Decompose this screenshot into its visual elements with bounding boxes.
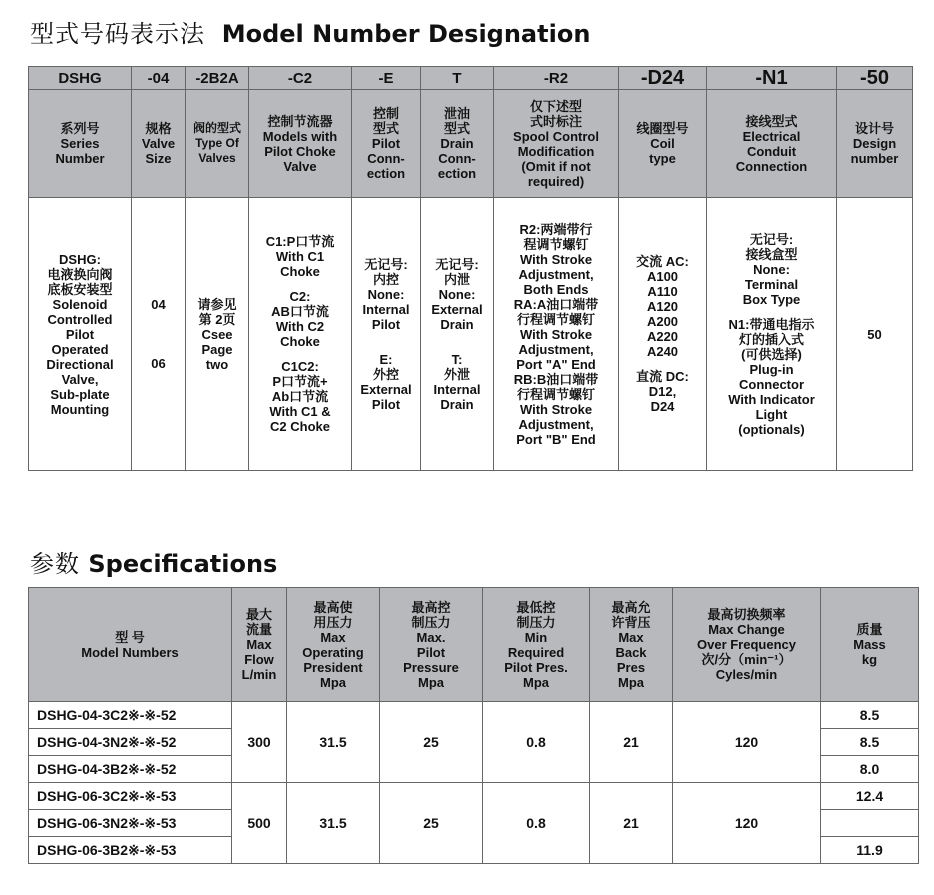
cell-line: With Stroke bbox=[519, 401, 593, 417]
cell-line: 直流 DC: bbox=[636, 369, 689, 384]
code-cell: -R2 bbox=[494, 67, 619, 90]
cell-line: Adjustment, bbox=[518, 266, 594, 282]
spec-title-cn: 参数 bbox=[30, 550, 80, 578]
spool-cell bbox=[494, 198, 619, 471]
cell-line: 接线盒型 bbox=[745, 246, 798, 262]
cell-line: 控制 bbox=[372, 106, 399, 121]
cell-line: 制压力 bbox=[516, 614, 556, 630]
cell-line: 泄油 bbox=[443, 106, 470, 121]
cell-line: Spool Control bbox=[513, 128, 599, 144]
flow-value: 300 bbox=[232, 702, 287, 783]
pilot-min-value: 0.8 bbox=[483, 702, 590, 783]
header-cell bbox=[352, 90, 421, 198]
cell-line: 式时标注 bbox=[529, 113, 582, 129]
code-cell: -D24 bbox=[619, 67, 707, 90]
cell-line: Number bbox=[55, 151, 105, 166]
cell-line: Max bbox=[320, 629, 346, 645]
cell-line: A100 bbox=[646, 269, 679, 284]
spec-header-cell bbox=[483, 588, 590, 702]
codes-row bbox=[29, 67, 913, 90]
conduit-cell bbox=[707, 198, 837, 471]
cell-line: Csee bbox=[201, 326, 233, 342]
cell-line: Model Numbers bbox=[81, 644, 179, 660]
cell-line: 请参见 bbox=[197, 296, 237, 312]
cell-line: RB:B油口端带 bbox=[513, 371, 599, 387]
model-number: DSHG-04-3B2※-※-52 bbox=[29, 756, 232, 783]
cell-line: Operating bbox=[302, 644, 364, 660]
cell-line: 质量 bbox=[856, 622, 883, 637]
cell-line: Flow bbox=[244, 652, 274, 667]
spec-title-en: Specifications bbox=[88, 550, 278, 578]
cell-line: Mpa bbox=[618, 674, 644, 690]
operating-pressure-value: 31.5 bbox=[287, 702, 380, 783]
cell-line: 许背压 bbox=[611, 614, 651, 630]
table-row bbox=[29, 783, 919, 810]
cell-line: Internal bbox=[362, 301, 410, 317]
header-row bbox=[29, 90, 913, 198]
cell-line: 交流 AC: bbox=[636, 254, 689, 269]
choke-cell bbox=[249, 198, 352, 471]
cell-line: Page bbox=[201, 341, 233, 357]
coil-cell bbox=[619, 198, 707, 471]
cell-line: N1:带通电指示 bbox=[728, 316, 815, 332]
cell-line: Valve, bbox=[61, 371, 99, 387]
spec-header-cell bbox=[232, 588, 287, 702]
cell-line: Adjustment, bbox=[518, 416, 594, 432]
cell-line: External bbox=[431, 301, 483, 317]
cell-line: 线圈型号 bbox=[636, 121, 689, 136]
code-cell: T bbox=[421, 67, 494, 90]
cell-line: 最高切换频率 bbox=[707, 607, 786, 622]
cell-line bbox=[251, 349, 349, 359]
cell-line: Choke bbox=[280, 334, 320, 349]
cell-line: Models with bbox=[262, 128, 338, 144]
mass-value: 8.5 bbox=[821, 702, 919, 729]
cell-line: Max Change bbox=[708, 622, 785, 637]
cell-line: 无记号: bbox=[435, 256, 479, 272]
frequency-value: 120 bbox=[673, 702, 821, 783]
cell-line: Pilot bbox=[416, 644, 446, 660]
cell-line: Light bbox=[755, 406, 788, 422]
cell-line: 设计号 bbox=[854, 121, 894, 136]
code-cell: DSHG bbox=[29, 67, 132, 90]
cell-line: Pilot bbox=[371, 316, 401, 332]
cell-line: kg bbox=[861, 652, 878, 667]
cell-line: 流量 bbox=[245, 622, 272, 637]
operating-pressure-value: 31.5 bbox=[287, 783, 380, 864]
cell-line bbox=[621, 359, 704, 369]
cell-line: With Stroke bbox=[519, 326, 593, 342]
cell-line bbox=[709, 307, 834, 317]
cell-line: Max. bbox=[416, 629, 446, 645]
cell-line: C1:P口节流 bbox=[265, 234, 335, 249]
cell-line: Both Ends bbox=[523, 281, 589, 297]
cell-line: 电液换向阀 bbox=[47, 266, 113, 282]
cell-line: External bbox=[360, 381, 412, 397]
cell-line: C2 Choke bbox=[270, 419, 330, 434]
cell-line: 最高使 bbox=[313, 599, 353, 615]
cell-line: Type Of bbox=[195, 136, 239, 150]
cell-line: C2: bbox=[289, 289, 311, 304]
spec-header-cell bbox=[380, 588, 483, 702]
cell-line: With C1 & bbox=[269, 404, 331, 419]
cell-line bbox=[251, 279, 349, 289]
cell-line: Directional bbox=[46, 356, 114, 372]
header-cell bbox=[421, 90, 494, 198]
cell-line: 最大 bbox=[245, 607, 272, 622]
mass-value: 12.4 bbox=[821, 783, 919, 810]
cell-line: Conduit bbox=[746, 143, 797, 159]
cell-line: 最低控 bbox=[516, 599, 556, 615]
cell-line: Box Type bbox=[742, 291, 801, 307]
designation-title bbox=[30, 14, 590, 49]
type-valves-cell bbox=[186, 198, 249, 471]
cell-line: A200 bbox=[646, 314, 679, 329]
spec-header-cell bbox=[287, 588, 380, 702]
cell-line: type bbox=[649, 151, 676, 166]
size-06: 06 bbox=[151, 356, 166, 371]
cell-line: Valve bbox=[283, 158, 317, 174]
cell-line: Internal bbox=[433, 381, 481, 397]
header-cell bbox=[132, 90, 186, 198]
cell-line: None: bbox=[438, 286, 476, 302]
cell-line bbox=[423, 342, 491, 352]
cell-line: Over Frequency bbox=[697, 637, 796, 652]
model-number: DSHG-04-3C2※-※-52 bbox=[29, 702, 232, 729]
cell-line: required) bbox=[527, 173, 585, 189]
cell-line: Ab口节流 bbox=[271, 389, 329, 404]
cell-line: 次/分（min⁻¹） bbox=[701, 652, 792, 667]
flow-value: 500 bbox=[232, 783, 287, 864]
cell-line: 底板安装型 bbox=[47, 281, 113, 297]
designation-title-en: Model Number Designation bbox=[221, 20, 591, 48]
pilot-cell bbox=[352, 198, 421, 471]
cell-line: Pilot bbox=[65, 326, 95, 342]
cell-line: 外泄 bbox=[443, 366, 470, 382]
code-cell: -E bbox=[352, 67, 421, 90]
code-cell: -04 bbox=[132, 67, 186, 90]
cell-line: Drain bbox=[440, 396, 474, 412]
cell-line: Electrical bbox=[742, 128, 801, 144]
cell-line: A120 bbox=[646, 299, 679, 314]
cell-line: Mass bbox=[853, 637, 886, 652]
cell-line: With C2 bbox=[275, 319, 325, 334]
spec-header-cell bbox=[590, 588, 673, 702]
cell-line: D12, bbox=[648, 384, 677, 399]
cell-line: Pres bbox=[616, 659, 646, 675]
cell-line: P口节流+ bbox=[272, 374, 328, 389]
model-number: DSHG-06-3B2※-※-53 bbox=[29, 837, 232, 864]
cell-line: RA:A油口端带 bbox=[513, 296, 599, 312]
cell-line: (optionals) bbox=[738, 421, 805, 437]
model-designation-table bbox=[28, 66, 913, 471]
cell-line: Port "A" End bbox=[516, 356, 596, 372]
cell-line: (Omit if not bbox=[521, 158, 591, 174]
cell-line: Cyles/min bbox=[715, 667, 778, 682]
spec-header-cell bbox=[673, 588, 821, 702]
model-number: DSHG-04-3N2※-※-52 bbox=[29, 729, 232, 756]
cell-line: 第 2页 bbox=[198, 311, 236, 327]
frequency-value: 120 bbox=[673, 783, 821, 864]
cell-line: A110 bbox=[647, 284, 678, 299]
mass-value: 8.5 bbox=[821, 729, 919, 756]
cell-line: 外控 bbox=[372, 366, 399, 382]
code-cell: -50 bbox=[837, 67, 913, 90]
cell-line: two bbox=[205, 356, 229, 372]
cell-line: ection bbox=[366, 166, 406, 181]
cell-line: 规格 bbox=[145, 121, 172, 136]
size-cell bbox=[132, 198, 186, 471]
cell-line: 行程调节螺钉 bbox=[516, 311, 595, 327]
code-cell: -N1 bbox=[707, 67, 837, 90]
cell-line: Required bbox=[507, 644, 565, 660]
header-cell bbox=[837, 90, 913, 198]
header-cell bbox=[29, 90, 132, 198]
cell-line: L/min bbox=[241, 667, 277, 682]
cell-line: 型 号 bbox=[115, 629, 145, 645]
cell-line: 仅下述型 bbox=[529, 98, 582, 114]
mass-value: 8.0 bbox=[821, 756, 919, 783]
table-row bbox=[29, 702, 919, 729]
cell-line: R2:两端带行 bbox=[519, 221, 593, 237]
cell-line: 灯的插入式 bbox=[738, 331, 804, 347]
cell-line: Connection bbox=[735, 158, 808, 174]
cell-line: A240 bbox=[646, 344, 679, 359]
pilot-max-value: 25 bbox=[380, 783, 483, 864]
cell-line: T: bbox=[451, 351, 463, 367]
cell-line: 内泄 bbox=[443, 271, 470, 287]
cell-line: None: bbox=[367, 286, 405, 302]
cell-line: 制压力 bbox=[411, 614, 451, 630]
cell-line: Size bbox=[145, 151, 172, 166]
cell-line: D24 bbox=[650, 399, 675, 414]
spec-header-cell bbox=[29, 588, 232, 702]
cell-line bbox=[354, 342, 418, 352]
series-cell bbox=[29, 198, 132, 471]
cell-line: 型式 bbox=[372, 121, 399, 136]
cell-line: Pilot bbox=[371, 396, 401, 412]
cell-line: Operated bbox=[51, 341, 109, 357]
header-cell bbox=[494, 90, 619, 198]
code-cell: -C2 bbox=[249, 67, 352, 90]
cell-line: Design bbox=[852, 136, 897, 151]
cell-line: Coil bbox=[650, 136, 675, 151]
header-cell bbox=[186, 90, 249, 198]
cell-line: 程调节螺钉 bbox=[523, 236, 589, 252]
cell-line: Series bbox=[60, 136, 100, 151]
cell-line: 型式 bbox=[443, 121, 470, 136]
cell-line: Port "B" End bbox=[516, 431, 596, 447]
cell-line: 接线型式 bbox=[745, 113, 798, 129]
cell-line: A220 bbox=[646, 329, 679, 344]
cell-line: Back bbox=[615, 644, 647, 660]
cell-line: 无记号: bbox=[749, 231, 794, 247]
design-cell: 50 bbox=[837, 198, 913, 471]
cell-line: With Indicator bbox=[728, 391, 815, 407]
cell-line: 行程调节螺钉 bbox=[516, 386, 595, 402]
cell-line: Choke bbox=[280, 264, 320, 279]
header-cell bbox=[619, 90, 707, 198]
cell-line: (可供选择) bbox=[741, 346, 802, 362]
cell-line: 用压力 bbox=[313, 614, 353, 630]
cell-line: Mpa bbox=[320, 674, 346, 690]
cell-line: Valves bbox=[198, 151, 236, 165]
drain-cell bbox=[421, 198, 494, 471]
cell-line: Sub-plate bbox=[50, 386, 110, 402]
designation-title-cn: 型式号码表示法 bbox=[30, 20, 205, 48]
cell-line: 最高控 bbox=[411, 599, 451, 615]
cell-line: None: bbox=[753, 261, 790, 277]
cell-line: 最高允 bbox=[611, 599, 651, 615]
cell-line: Conn- bbox=[438, 151, 476, 166]
cell-line: With C1 bbox=[275, 249, 325, 264]
cell-line: Plug-in bbox=[749, 361, 794, 377]
cell-line: ection bbox=[437, 166, 477, 181]
cell-line: Min bbox=[524, 629, 548, 645]
spec-title bbox=[30, 544, 277, 579]
cell-line: DSHG: bbox=[59, 251, 101, 267]
cell-line: Solenoid bbox=[52, 296, 108, 312]
cell-line: Terminal bbox=[744, 276, 799, 292]
back-pressure-value: 21 bbox=[590, 702, 673, 783]
cell-line: Conn- bbox=[367, 151, 405, 166]
pilot-max-value: 25 bbox=[380, 702, 483, 783]
mass-value: 11.9 bbox=[821, 837, 919, 864]
cell-line: E: bbox=[379, 351, 393, 367]
model-number: DSHG-06-3C2※-※-53 bbox=[29, 783, 232, 810]
cell-line: Pilot Pres. bbox=[504, 659, 568, 675]
cell-line bbox=[354, 332, 418, 342]
cell-line: President bbox=[303, 659, 363, 675]
back-pressure-value: 21 bbox=[590, 783, 673, 864]
cell-line: 无记号: bbox=[364, 256, 408, 272]
cell-line: 控制节流器 bbox=[267, 113, 333, 129]
cell-line: Max bbox=[618, 629, 644, 645]
code-cell: -2B2A bbox=[186, 67, 249, 90]
spec-header-cell bbox=[821, 588, 919, 702]
pilot-min-value: 0.8 bbox=[483, 783, 590, 864]
cell-line: Controlled bbox=[47, 311, 113, 327]
cell-line: 系列号 bbox=[60, 121, 100, 136]
specifications-table bbox=[28, 587, 919, 864]
cell-line: AB口节流 bbox=[271, 304, 329, 319]
cell-line: Mpa bbox=[523, 674, 549, 690]
cell-line: Mpa bbox=[418, 674, 444, 690]
cell-line bbox=[423, 332, 491, 342]
cell-line: Mounting bbox=[50, 401, 110, 417]
header-cell bbox=[707, 90, 837, 198]
spec-header-row bbox=[29, 588, 919, 702]
mass-value bbox=[821, 810, 919, 837]
cell-line: C1C2: bbox=[281, 359, 319, 374]
size-04: 04 bbox=[151, 297, 166, 312]
cell-line: 内控 bbox=[372, 271, 399, 287]
cell-line: Drain bbox=[440, 316, 474, 332]
header-cell bbox=[249, 90, 352, 198]
cell-line: Modification bbox=[517, 143, 595, 159]
cell-line: Pilot bbox=[371, 136, 401, 151]
model-number: DSHG-06-3N2※-※-53 bbox=[29, 810, 232, 837]
cell-line: Max bbox=[246, 637, 272, 652]
cell-line: With Stroke bbox=[519, 251, 593, 267]
cell-line: 阀的型式 bbox=[192, 121, 241, 135]
cell-line: Adjustment, bbox=[518, 341, 594, 357]
cell-line: Pressure bbox=[403, 659, 459, 675]
cell-line: Connector bbox=[739, 376, 804, 392]
cell-line: number bbox=[850, 151, 899, 166]
cell-line: Pilot Choke bbox=[264, 143, 336, 159]
cell-line: Drain bbox=[440, 136, 474, 151]
cell-line: Valve bbox=[141, 136, 176, 151]
description-row bbox=[29, 198, 913, 471]
